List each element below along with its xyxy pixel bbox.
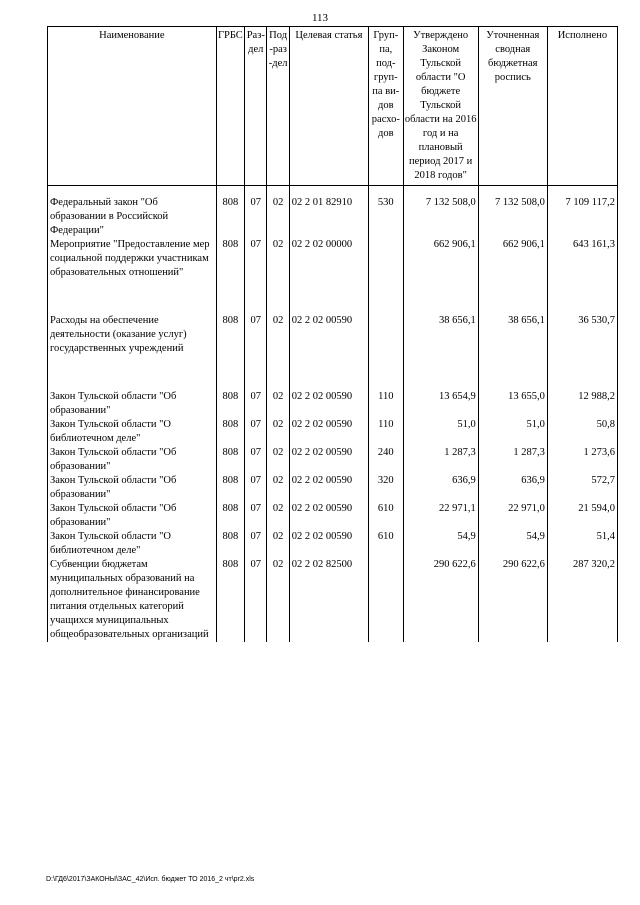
table-spacer [48,356,618,390]
cell-approved: 7 132 508,0 [403,186,478,239]
header-target: Целевая статья [289,27,368,186]
cell-grbs: 808 [216,238,244,280]
cell-name: Расходы на обеспечение деятельности (оказание услуг) государственных учреждений [48,314,217,356]
cell-refined: 54,9 [478,530,547,558]
cell-approved: 662 906,1 [403,238,478,280]
cell-executed: 51,4 [547,530,617,558]
cell-name: Закон Тульской области "О библиотечном деле" [48,418,217,446]
cell-group: 110 [369,418,404,446]
header-executed: Исполнено [547,27,617,186]
cell-grbs: 808 [216,446,244,474]
cell-target: 02 2 02 00000 [289,238,368,280]
cell-group [369,314,404,356]
cell-grbs: 808 [216,502,244,530]
cell-refined: 636,9 [478,474,547,502]
cell-refined: 38 656,1 [478,314,547,356]
cell-group: 530 [369,186,404,239]
cell-refined: 7 132 508,0 [478,186,547,239]
cell-razdel: 07 [245,238,267,280]
cell-grbs: 808 [216,186,244,239]
table-row [48,446,618,474]
cell-podrazdel: 02 [267,314,289,356]
cell-approved: 22 971,1 [403,502,478,530]
cell-executed: 50,8 [547,418,617,446]
cell-approved: 13 654,9 [403,390,478,418]
table-spacer [48,280,618,314]
cell-executed: 12 988,2 [547,390,617,418]
cell-razdel: 07 [245,446,267,474]
cell-refined: 662 906,1 [478,238,547,280]
cell-group [369,558,404,642]
file-path-footer: D:\ГД6\2017\ЗАКОНЫ\ЗАС_42\Исп. бюджет ТО 2016_2 чт\pr2.xls [46,876,255,883]
cell-approved: 54,9 [403,530,478,558]
cell-group: 610 [369,502,404,530]
cell-name: Закон Тульской области "Об образовании" [48,390,217,418]
cell-razdel: 07 [245,474,267,502]
table-row [48,530,618,558]
table-row [48,418,618,446]
header-refined: Уточненная сводная бюджетная роспись [478,27,547,186]
cell-grbs: 808 [216,390,244,418]
cell-target: 02 2 01 82910 [289,186,368,239]
cell-razdel: 07 [245,558,267,642]
cell-name: Мероприятие "Предоставление мер социальной поддержки участникам образовательных отношений" [48,238,217,280]
cell-target: 02 2 02 00590 [289,418,368,446]
table-row [48,502,618,530]
header-approved: Утверждено Законом Тульской области "О бюджете Тульской области на 2016 год и на плановый период 2017 и 2018 годов" [403,27,478,186]
table-row [48,390,618,418]
table-row [48,558,618,642]
cell-approved: 38 656,1 [403,314,478,356]
header-razdel: Раз-дел [245,27,267,186]
cell-target: 02 2 02 00590 [289,446,368,474]
cell-grbs: 808 [216,530,244,558]
cell-refined: 1 287,3 [478,446,547,474]
cell-name: Закон Тульской области "О библиотечном деле" [48,530,217,558]
page-number: 113 [311,12,329,24]
cell-name: Закон Тульской области "Об образовании" [48,502,217,530]
cell-name: Субвенции бюджетам муниципальных образований на дополнительное финансирование питания отдельных категорий учащихся муниципальных общеобразовательных организаций [48,558,217,642]
cell-refined: 51,0 [478,418,547,446]
header-grbs: ГРБС [216,27,244,186]
cell-approved: 51,0 [403,418,478,446]
cell-approved: 290 622,6 [403,558,478,642]
cell-group: 320 [369,474,404,502]
cell-executed: 572,7 [547,474,617,502]
cell-podrazdel: 02 [267,502,289,530]
cell-executed: 287 320,2 [547,558,617,642]
cell-approved: 1 287,3 [403,446,478,474]
cell-target: 02 2 02 00590 [289,474,368,502]
table-row [48,186,618,239]
cell-refined: 290 622,6 [478,558,547,642]
cell-executed: 1 273,6 [547,446,617,474]
cell-razdel: 07 [245,530,267,558]
cell-refined: 13 655,0 [478,390,547,418]
header-name: Наименование [48,27,217,186]
cell-podrazdel: 02 [267,186,289,239]
cell-podrazdel: 02 [267,446,289,474]
cell-executed: 36 530,7 [547,314,617,356]
table-row [48,238,618,280]
cell-razdel: 07 [245,186,267,239]
cell-podrazdel: 02 [267,474,289,502]
cell-group [369,238,404,280]
cell-podrazdel: 02 [267,238,289,280]
table-row [48,314,618,356]
cell-grbs: 808 [216,558,244,642]
cell-executed: 7 109 117,2 [547,186,617,239]
cell-name: Федеральный закон "Об образовании в Российской Федерации" [48,186,217,239]
cell-approved: 636,9 [403,474,478,502]
cell-target: 02 2 02 00590 [289,390,368,418]
cell-podrazdel: 02 [267,558,289,642]
cell-name: Закон Тульской области "Об образовании" [48,474,217,502]
cell-podrazdel: 02 [267,390,289,418]
cell-target: 02 2 02 00590 [289,314,368,356]
cell-refined: 22 971,0 [478,502,547,530]
cell-razdel: 07 [245,502,267,530]
table-header [48,27,618,186]
cell-target: 02 2 02 82500 [289,558,368,642]
cell-podrazdel: 02 [267,530,289,558]
budget-table [47,26,618,642]
cell-grbs: 808 [216,418,244,446]
cell-grbs: 808 [216,314,244,356]
cell-grbs: 808 [216,474,244,502]
header-podrazdel: Под-раз-дел [267,27,289,186]
cell-executed: 21 594,0 [547,502,617,530]
cell-group: 110 [369,390,404,418]
cell-target: 02 2 02 00590 [289,530,368,558]
table-row [48,474,618,502]
table-body [48,186,618,643]
cell-razdel: 07 [245,314,267,356]
cell-podrazdel: 02 [267,418,289,446]
cell-name: Закон Тульской области "Об образовании" [48,446,217,474]
cell-group: 240 [369,446,404,474]
cell-razdel: 07 [245,390,267,418]
cell-group: 610 [369,530,404,558]
header-group: Груп-па, под-груп-па ви-дов расхо-дов [369,27,404,186]
cell-executed: 643 161,3 [547,238,617,280]
cell-razdel: 07 [245,418,267,446]
cell-target: 02 2 02 00590 [289,502,368,530]
